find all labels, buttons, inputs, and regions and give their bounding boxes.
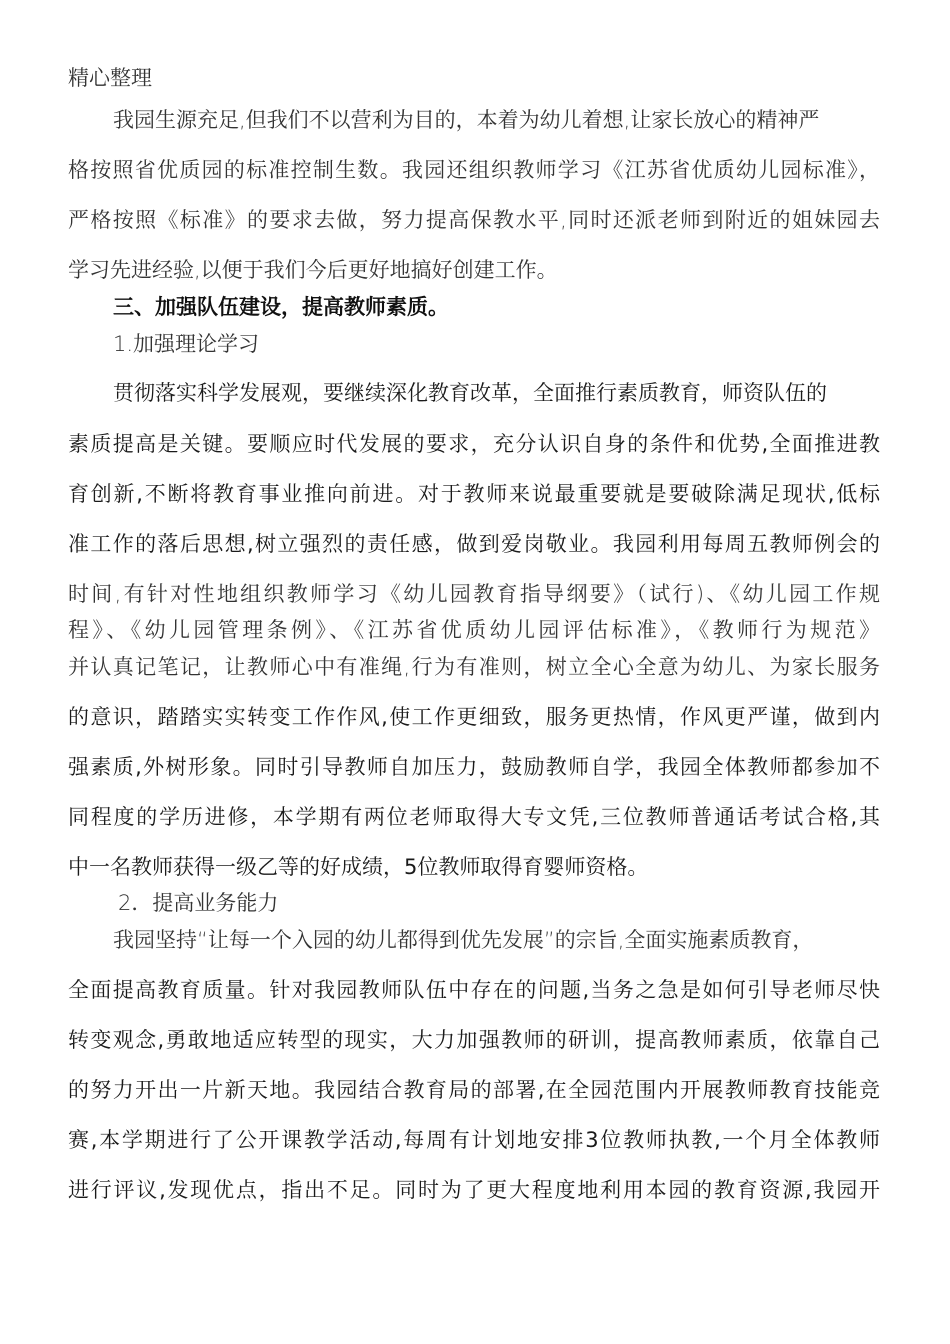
paragraph-line: 进行评议,发现优点，指出不足。同时为了更大程度地利用本园的教育资源,我园开 bbox=[68, 1178, 880, 1202]
paragraph-line: 转变观念,勇敢地适应转型的现实，大力加强教师的研训，提高教师素质，依靠自己 bbox=[68, 1028, 880, 1052]
paragraph-line: 育创新,不断将教育事业推向前进。对于教师来说最重要就是要破除满足现状,低标 bbox=[68, 482, 880, 506]
section-heading: 三、加强队伍建设，提高教师素质。 bbox=[113, 295, 449, 319]
paragraph-line: 学习先进经验,以便于我们今后更好地搞好创建工作。 bbox=[68, 258, 558, 282]
subsection-heading: 2．提高业务能力 bbox=[118, 891, 279, 915]
paragraph-line: 素质提高是关键。要顺应时代发展的要求，充分认识自身的条件和优势,全面推进教 bbox=[68, 432, 880, 456]
header-text: 精心整理 bbox=[68, 66, 152, 90]
paragraph-line: 严格按照《标准》的要求去做，努力提高保教水平,同时还派老师到附近的姐妹园去 bbox=[68, 208, 880, 232]
subsection-heading: 1.加强理论学习 bbox=[113, 332, 260, 356]
paragraph-line: 的意识，踏踏实实转变工作作风,使工作更细致，服务更热情，作风更严谨，做到内 bbox=[68, 705, 880, 729]
paragraph-line: 的努力开出一片新天地。我园结合教育局的部署,在全园范围内开展教师教育技能竞 bbox=[68, 1078, 880, 1102]
paragraph-line: 准工作的落后思想,树立强烈的责任感，做到爱岗敬业。我园利用每周五教师例会的 bbox=[68, 532, 880, 556]
paragraph-line: 贯彻落实科学发展观，要继续深化教育改革，全面推行素质教育，师资队伍的 bbox=[113, 381, 827, 405]
paragraph-line: 时间,有针对性地组织教师学习《幼儿园教育指导纲要》（试行)、《幼儿园工作规 bbox=[68, 582, 880, 606]
paragraph-line: 同程度的学历进修，本学期有两位老师取得大专文凭,三位教师普通话考试合格,其 bbox=[68, 805, 880, 829]
paragraph-line: 并认真记笔记，让教师心中有准绳,行为有准则，树立全心全意为幼儿、为家长服务 bbox=[68, 655, 880, 679]
paragraph-line: 程》、《幼儿园管理条例》、《江苏省优质幼儿园评估标准》，《教师行为规范》 bbox=[68, 618, 880, 642]
paragraph-line: 格按照省优质园的标准控制生数。我园还组织教师学习《江苏省优质幼儿园标准》， bbox=[68, 158, 880, 182]
paragraph-line: 中一名教师获得一级乙等的好成绩，5位教师取得育婴师资格。 bbox=[68, 855, 649, 879]
paragraph-line: 我园生源充足,但我们不以营利为目的，本着为幼儿着想,让家长放心的精神严 bbox=[113, 108, 820, 132]
paragraph-line: 赛,本学期进行了公开课教学活动,每周有计划地安排3位教师执教,一个月全体教师 bbox=[68, 1128, 880, 1152]
paragraph-line: 强素质,外树形象。同时引导教师自加压力，鼓励教师自学，我园全体教师都参加不 bbox=[68, 755, 880, 779]
paragraph-line: 我园坚持“让每一个入园的幼儿都得到优先发展”的宗旨,全面实施素质教育， bbox=[113, 928, 814, 952]
paragraph-line: 全面提高教育质量。针对我园教师队伍中存在的问题,当务之急是如何引导老师尽快 bbox=[68, 978, 880, 1002]
